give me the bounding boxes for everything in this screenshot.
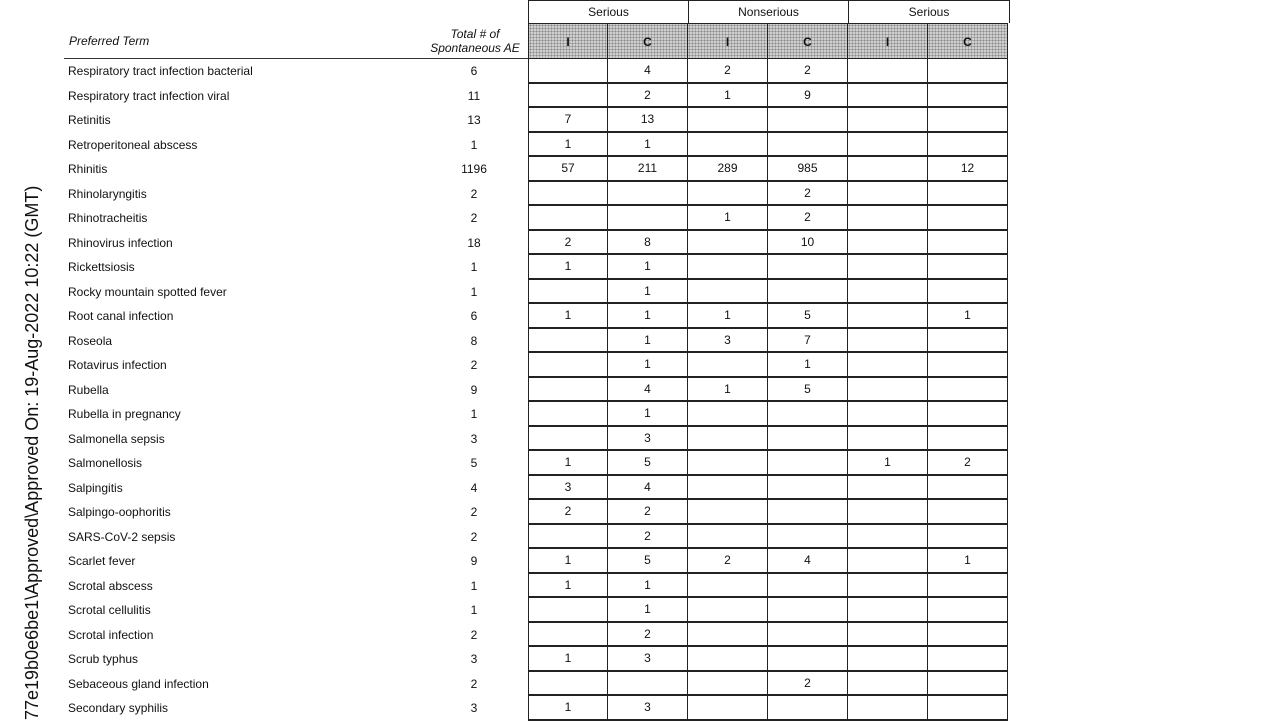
count-cell: 2 [528, 231, 608, 256]
count-cell: 2 [928, 451, 1008, 476]
total-ae-cell: 1 [470, 137, 478, 152]
count-cell [528, 329, 608, 354]
count-cell: 12 [928, 157, 1008, 182]
count-cell [928, 672, 1008, 697]
count-cell [688, 353, 768, 378]
total-ae-cell: 6 [470, 64, 478, 78]
count-cell: 1 [688, 84, 768, 109]
count-cell: 2 [528, 500, 608, 525]
count-cell [688, 672, 768, 697]
count-cell [928, 231, 1008, 256]
ae-table-body [64, 59, 1010, 721]
count-cell [768, 451, 848, 476]
table-row [64, 549, 1010, 574]
count-cell [688, 451, 768, 476]
count-cell [928, 108, 1008, 133]
table-row [64, 451, 1010, 476]
group-header-serious-2: Serious [848, 0, 1010, 23]
count-cells [528, 500, 1008, 525]
count-cells [528, 329, 1008, 354]
count-cell [768, 574, 848, 599]
count-cell: 1 [928, 549, 1008, 574]
count-cell: 2 [688, 59, 768, 84]
table-row [64, 182, 1010, 207]
count-cell [688, 598, 768, 623]
count-cell: 2 [608, 500, 688, 525]
count-cell: 1 [768, 353, 848, 378]
total-ae-cell: 2 [470, 505, 478, 519]
count-cell [608, 206, 688, 231]
preferred-term-cell: Salmonella sepsis [68, 431, 165, 446]
total-ae-cell: 2 [470, 676, 478, 691]
count-cell [608, 182, 688, 207]
count-cell [528, 525, 608, 550]
count-cell: 57 [528, 157, 608, 182]
count-cell: 1 [608, 304, 688, 329]
count-cell [688, 476, 768, 501]
total-ae-cell: 1 [470, 260, 478, 274]
count-cell [928, 329, 1008, 354]
count-cell: 5 [608, 451, 688, 476]
subcolumn-headers [528, 23, 1008, 59]
table-row [64, 378, 1010, 403]
count-cell [528, 182, 608, 207]
count-cell [848, 231, 928, 256]
count-cell: 1 [528, 549, 608, 574]
count-cell [848, 255, 928, 280]
count-cell [848, 476, 928, 501]
subcol-header: I [528, 23, 608, 59]
preferred-term-cell: Rhinotracheitis [68, 211, 148, 225]
count-cell [768, 280, 848, 305]
total-ae-cell: 8 [470, 333, 478, 348]
count-cell [928, 206, 1008, 231]
count-cell [688, 500, 768, 525]
count-cells [528, 206, 1008, 231]
count-cell [848, 182, 928, 207]
preferred-term-cell: Scrotal infection [68, 627, 154, 642]
table-row [64, 427, 1010, 452]
preferred-term-cell: Retroperitoneal abscess [68, 137, 198, 152]
count-cell [768, 500, 848, 525]
count-cell [848, 280, 928, 305]
count-cell [928, 574, 1008, 599]
count-cell: 7 [528, 108, 608, 133]
total-ae-header-line2: Spontaneous AE [430, 41, 520, 55]
count-cell: 289 [688, 157, 768, 182]
count-cell [848, 427, 928, 452]
count-cell [928, 182, 1008, 207]
preferred-term-cell: Scrotal abscess [68, 578, 153, 593]
count-cells [528, 378, 1008, 403]
count-cell [848, 549, 928, 574]
table-row [64, 59, 1010, 84]
table-row [64, 231, 1010, 256]
count-cell [928, 280, 1008, 305]
table-row [64, 157, 1010, 182]
count-cell [928, 59, 1008, 84]
count-cell: 1 [608, 598, 688, 623]
count-cell [688, 427, 768, 452]
count-cells [528, 255, 1008, 280]
table-row [64, 500, 1010, 525]
count-cell: 2 [608, 84, 688, 109]
table-row [64, 598, 1010, 623]
count-cell [848, 525, 928, 550]
total-ae-cell: 3 [470, 652, 478, 666]
count-cells [528, 598, 1008, 623]
count-cell [848, 133, 928, 158]
table-row [64, 696, 1010, 721]
count-cell: 3 [688, 329, 768, 354]
subcol-header: C [608, 23, 688, 59]
count-cells [528, 280, 1008, 305]
count-cell [848, 672, 928, 697]
count-cell [608, 672, 688, 697]
total-ae-cell: 6 [470, 309, 478, 323]
total-ae-cell: 13 [467, 113, 481, 127]
count-cell [528, 402, 608, 427]
count-cells [528, 451, 1008, 476]
count-cell [528, 672, 608, 697]
count-cell [528, 280, 608, 305]
count-cell [768, 476, 848, 501]
count-cell [928, 598, 1008, 623]
table-row [64, 525, 1010, 550]
table-row [64, 84, 1010, 109]
total-ae-cell: 9 [470, 382, 478, 397]
total-ae-cell: 2 [470, 186, 478, 201]
count-cell [928, 378, 1008, 403]
preferred-term-cell: Rhinitis [68, 162, 108, 176]
count-cell [688, 133, 768, 158]
count-cell: 1 [688, 206, 768, 231]
count-cell [528, 623, 608, 648]
count-cell [928, 427, 1008, 452]
count-cells [528, 59, 1008, 84]
count-cell: 2 [608, 525, 688, 550]
preferred-term-cell: Rhinovirus infection [68, 235, 173, 250]
subcol-header: C [768, 23, 848, 59]
count-cell [768, 108, 848, 133]
count-cell: 2 [688, 549, 768, 574]
count-cell: 4 [608, 59, 688, 84]
preferred-term-cell: Rubella in pregnancy [68, 407, 181, 421]
count-cell: 1 [528, 696, 608, 721]
count-cell [848, 84, 928, 109]
count-cell: 1 [608, 402, 688, 427]
count-cell [848, 206, 928, 231]
count-cell [528, 598, 608, 623]
count-cell [688, 280, 768, 305]
count-cell [928, 402, 1008, 427]
count-cells [528, 623, 1008, 648]
count-cells [528, 84, 1008, 109]
preferred-term-header: Preferred Term [69, 34, 150, 48]
count-cell [928, 84, 1008, 109]
count-cells [528, 182, 1008, 207]
table-row [64, 402, 1010, 427]
count-cell [928, 696, 1008, 721]
preferred-term-cell: Scrub typhus [68, 652, 139, 666]
subcol-header: I [848, 23, 928, 59]
count-cell [688, 231, 768, 256]
table-row [64, 623, 1010, 648]
subcol-header: C [928, 23, 1008, 59]
total-ae-cell: 5 [470, 456, 478, 470]
count-cell: 2 [768, 182, 848, 207]
count-cell: 3 [528, 476, 608, 501]
count-cell: 2 [768, 206, 848, 231]
table-row [64, 329, 1010, 354]
total-ae-cell: 9 [470, 554, 478, 568]
count-cell: 5 [768, 378, 848, 403]
count-cells [528, 133, 1008, 158]
table-row [64, 133, 1010, 158]
count-cell [848, 329, 928, 354]
count-cell [768, 133, 848, 158]
total-ae-cell: 3 [470, 701, 478, 715]
preferred-term-cell: Salmonellosis [68, 456, 143, 470]
preferred-term-cell: Rubella [68, 382, 109, 397]
total-ae-cell: 2 [470, 529, 478, 544]
count-cell [688, 574, 768, 599]
preferred-term-cell: Scarlet fever [68, 554, 136, 568]
total-ae-cell: 1196 [461, 162, 487, 176]
count-cell: 8 [608, 231, 688, 256]
count-cell [688, 182, 768, 207]
count-cells [528, 672, 1008, 697]
table-row [64, 304, 1010, 329]
count-cell [768, 402, 848, 427]
preferred-term-cell: Salpingo-oophoritis [68, 505, 171, 519]
table-row [64, 476, 1010, 501]
count-cell: 1 [528, 574, 608, 599]
count-cell: 4 [608, 476, 688, 501]
count-cell: 1 [688, 378, 768, 403]
count-cells [528, 157, 1008, 182]
preferred-term-cell: Salpingitis [68, 480, 123, 495]
count-cell: 1 [608, 353, 688, 378]
count-cell [848, 304, 928, 329]
count-cell: 1 [608, 280, 688, 305]
count-cells [528, 647, 1008, 672]
preferred-term-cell: Sebaceous gland infection [68, 676, 209, 691]
total-ae-cell: 2 [470, 627, 478, 642]
count-cell: 1 [848, 451, 928, 476]
preferred-term-cell: Respiratory tract infection viral [68, 88, 230, 103]
total-ae-cell: 2 [470, 358, 478, 372]
count-cells [528, 427, 1008, 452]
preferred-term-cell: Root canal infection [68, 309, 174, 323]
count-cell [528, 427, 608, 452]
total-ae-header-line1: Total # of [450, 27, 500, 41]
count-cell: 1 [688, 304, 768, 329]
count-cells [528, 696, 1008, 721]
count-cell [928, 133, 1008, 158]
count-cell [928, 353, 1008, 378]
count-cell: 4 [608, 378, 688, 403]
count-cell [768, 525, 848, 550]
table-row [64, 280, 1010, 305]
count-cell [688, 108, 768, 133]
count-cell: 1 [928, 304, 1008, 329]
preferred-term-cell: Rickettsiosis [68, 260, 135, 274]
total-ae-cell: 11 [467, 88, 481, 103]
count-cell [768, 647, 848, 672]
count-cell [768, 255, 848, 280]
count-cells [528, 304, 1008, 329]
table-row [64, 206, 1010, 231]
count-cell: 5 [768, 304, 848, 329]
count-cell [848, 353, 928, 378]
preferred-term-cell: SARS-CoV-2 sepsis [68, 529, 176, 544]
count-cell: 2 [768, 672, 848, 697]
preferred-term-cell: Respiratory tract infection bacterial [68, 64, 253, 78]
preferred-term-cell: Retinitis [68, 113, 111, 127]
count-cell [928, 255, 1008, 280]
count-cell [688, 696, 768, 721]
count-cell [528, 59, 608, 84]
count-cells [528, 353, 1008, 378]
count-cell: 2 [768, 59, 848, 84]
count-cell [848, 598, 928, 623]
count-cell [768, 598, 848, 623]
count-cell: 211 [608, 157, 688, 182]
count-cell [848, 623, 928, 648]
total-ae-cell: 1 [470, 603, 478, 617]
count-cell: 7 [768, 329, 848, 354]
count-cell: 1 [608, 574, 688, 599]
count-cell [528, 378, 608, 403]
count-cell [848, 574, 928, 599]
count-cell: 1 [608, 255, 688, 280]
count-cell: 3 [608, 696, 688, 721]
count-cell [848, 402, 928, 427]
count-cell [848, 500, 928, 525]
count-cell [768, 427, 848, 452]
preferred-term-cell: Rotavirus infection [68, 358, 167, 372]
count-cell: 2 [608, 623, 688, 648]
count-cell [848, 647, 928, 672]
count-cell [928, 476, 1008, 501]
count-cell: 1 [608, 133, 688, 158]
count-cell: 3 [608, 647, 688, 672]
approval-stamp: 77e19b0e6be1\Approved\Approved On: 19-Aug-2022 10:22 (GMT) [22, 185, 42, 720]
count-cell: 1 [528, 133, 608, 158]
count-cell [848, 59, 928, 84]
table-row [64, 672, 1010, 697]
count-cell: 1 [528, 647, 608, 672]
total-ae-cell: 18 [467, 235, 481, 250]
count-cell: 4 [768, 549, 848, 574]
count-cell [768, 696, 848, 721]
count-cells [528, 476, 1008, 501]
count-cell: 10 [768, 231, 848, 256]
count-cell [688, 402, 768, 427]
count-cell: 9 [768, 84, 848, 109]
total-ae-cell: 1 [470, 284, 478, 299]
count-cell [928, 647, 1008, 672]
count-cell [928, 525, 1008, 550]
count-cell [928, 500, 1008, 525]
total-ae-cell: 2 [470, 211, 478, 225]
preferred-term-cell: Secondary syphilis [68, 701, 169, 715]
count-cell: 985 [768, 157, 848, 182]
total-ae-header [418, 27, 532, 55]
count-cells [528, 108, 1008, 133]
count-cell [688, 647, 768, 672]
count-cell [688, 255, 768, 280]
count-cells [528, 402, 1008, 427]
count-cell: 1 [528, 451, 608, 476]
count-cell [688, 525, 768, 550]
count-cell [848, 378, 928, 403]
count-cell [528, 84, 608, 109]
count-cell [768, 623, 848, 648]
table-row [64, 647, 1010, 672]
preferred-term-cell: Scrotal cellulitis [68, 603, 151, 617]
count-cell [528, 206, 608, 231]
count-cell [528, 353, 608, 378]
count-cell [928, 623, 1008, 648]
count-cells [528, 574, 1008, 599]
count-cell: 1 [608, 329, 688, 354]
count-cell [848, 157, 928, 182]
count-cell [688, 623, 768, 648]
count-cell: 1 [528, 304, 608, 329]
count-cell [848, 696, 928, 721]
table-row [64, 255, 1010, 280]
count-cells [528, 231, 1008, 256]
count-cell: 3 [608, 427, 688, 452]
table-row [64, 353, 1010, 378]
count-cell [848, 108, 928, 133]
count-cells [528, 549, 1008, 574]
total-ae-cell: 4 [470, 480, 478, 495]
count-cell: 1 [528, 255, 608, 280]
group-header-nonserious: Nonserious [688, 0, 849, 23]
subcol-header: I [688, 23, 768, 59]
preferred-term-cell: Rhinolaryngitis [68, 186, 147, 201]
preferred-term-cell: Roseola [68, 333, 113, 348]
group-header-serious-1: Serious [528, 0, 689, 23]
count-cell: 5 [608, 549, 688, 574]
count-cells [528, 525, 1008, 550]
table-row [64, 108, 1010, 133]
count-cell: 13 [608, 108, 688, 133]
total-ae-cell: 1 [470, 407, 478, 421]
total-ae-cell: 1 [470, 578, 478, 593]
total-ae-cell: 3 [470, 431, 478, 446]
preferred-term-cell: Rocky mountain spotted fever [68, 284, 227, 299]
table-row [64, 574, 1010, 599]
